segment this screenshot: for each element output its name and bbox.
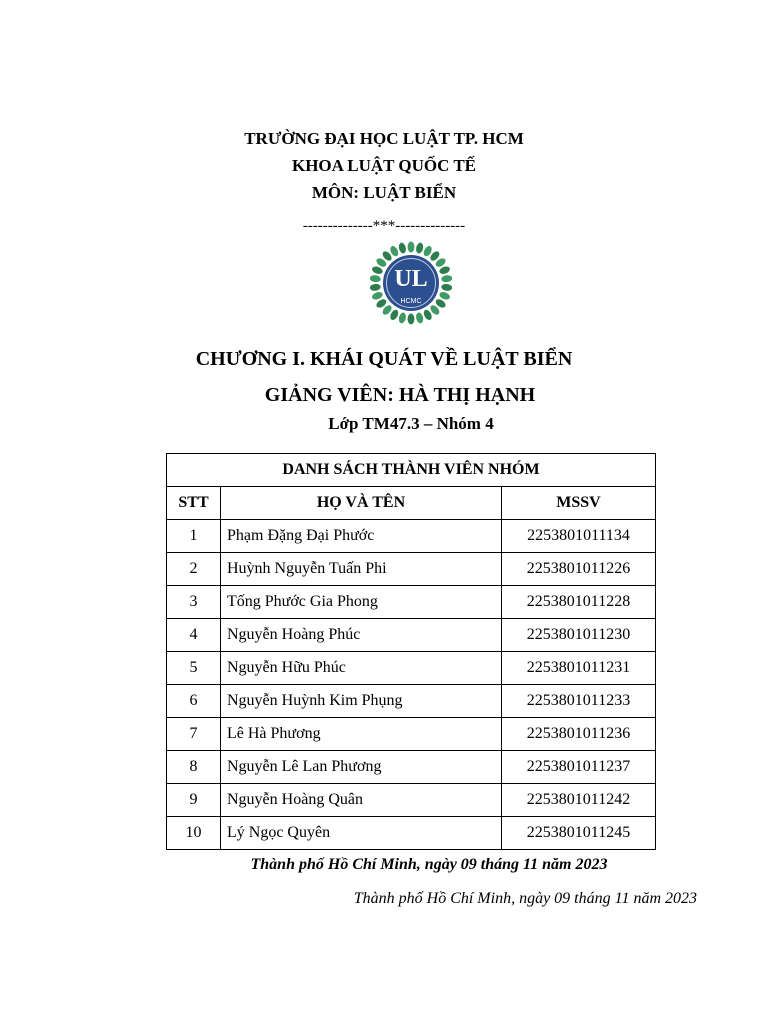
lecturer-name: GIẢNG VIÊN: HÀ THỊ HẠNH [264,384,536,406]
table-row [167,553,656,586]
table-row [167,751,656,784]
university-name: TRƯỜNG ĐẠI HỌC LUẬT TP. HCM [244,129,524,148]
members-table [166,453,656,850]
date-line: Thành phố Hồ Chí Minh, ngày 09 tháng 11 năm 2023 [353,890,697,907]
row-stt: 7 [167,718,221,751]
table-row [167,718,656,751]
row-stt: 10 [167,817,221,850]
subject-name: MÔN: LUẬT BIỂN [311,183,457,202]
table-row [167,619,656,652]
university-logo [369,241,453,325]
row-name: Lê Hà Phương [221,718,502,751]
row-stt: 2 [167,553,221,586]
laurel-leaf [441,283,453,291]
row-mssv: 2253801011134 [502,520,656,553]
laurel-leaf [441,275,453,283]
row-mssv: 2253801011237 [502,751,656,784]
table-row [167,586,656,619]
laurel-leaf [408,242,415,253]
row-stt: 6 [167,685,221,718]
laurel-leaf [371,291,384,301]
row-name: Tống Phước Gia Phong [221,586,502,619]
separator: --------------***-------------- [302,218,466,234]
table-row [167,817,656,850]
laurel-leaf [398,242,407,254]
laurel-leaf [369,275,381,283]
row-mssv: 2253801011242 [502,784,656,817]
row-mssv: 2253801011236 [502,718,656,751]
class-group: Lớp TM47.3 – Nhóm 4 [328,414,494,433]
row-name: Nguyễn Hoàng Phúc [221,619,502,652]
row-mssv: 2253801011230 [502,619,656,652]
row-name: Lý Ngọc Quyên [221,817,502,850]
row-mssv: 2253801011226 [502,553,656,586]
row-mssv: 2253801011228 [502,586,656,619]
date-line-bold: Thành phố Hồ Chí Minh, ngày 09 tháng 11 năm 2023 [250,856,608,873]
laurel-leaf [371,265,384,275]
row-name: Nguyễn Hoàng Quân [221,784,502,817]
chapter-title: CHƯƠNG I. KHÁI QUÁT VỀ LUẬT BIỂN [195,348,573,370]
column-header-stt: STT [167,487,221,520]
laurel-leaf [415,312,424,324]
row-stt: 8 [167,751,221,784]
member-rows [167,520,656,850]
table-row [167,520,656,553]
laurel-leaf [438,265,451,275]
row-stt: 3 [167,586,221,619]
table-row [167,784,656,817]
laurel-leaf [398,312,407,324]
table-title: DANH SÁCH THÀNH VIÊN NHÓM [167,454,656,487]
table-row [167,685,656,718]
row-mssv: 2253801011233 [502,685,656,718]
row-name: Phạm Đặng Đại Phước [221,520,502,553]
faculty-name: KHOA LUẬT QUỐC TẾ [291,156,477,175]
logo-initials: UL [394,266,428,292]
column-header-name: HỌ VÀ TÊN [221,487,502,520]
row-name: Nguyễn Lê Lan Phương [221,751,502,784]
row-name: Huỳnh Nguyễn Tuấn Phi [221,553,502,586]
row-mssv: 2253801011245 [502,817,656,850]
row-stt: 5 [167,652,221,685]
row-mssv: 2253801011231 [502,652,656,685]
row-stt: 1 [167,520,221,553]
laurel-leaf [438,291,451,301]
column-header-mssv: MSSV [502,487,656,520]
laurel-leaf [415,242,424,254]
laurel-leaf [408,314,415,325]
logo-city-text: HCMC [400,298,422,305]
row-name: Nguyễn Hữu Phúc [221,652,502,685]
row-stt: 4 [167,619,221,652]
row-stt: 9 [167,784,221,817]
table-row [167,652,656,685]
row-name: Nguyễn Huỳnh Kim Phụng [221,685,502,718]
laurel-leaf [369,283,381,291]
